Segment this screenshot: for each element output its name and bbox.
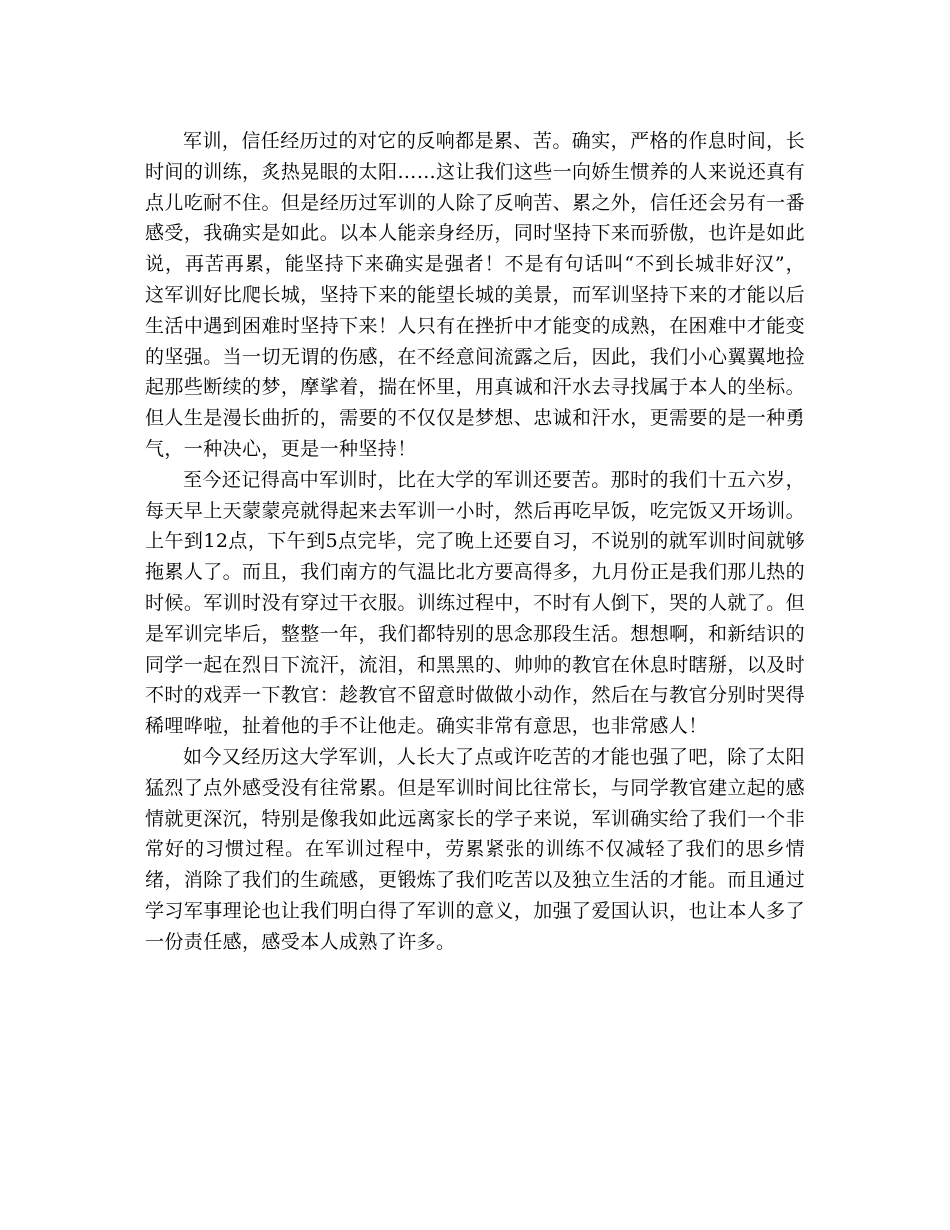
paragraph-3: 如今又经历这大学军训，人长大了点或许吃苦的才能也强了吧，除了太阳猛烈了点外感受没有往常累。但是军训时间比往常长，与同学教官建立起的感情就更深沉，特别是像我如此远离家长的学子来说，军训确实给了我们一个非常好的习惯过程。在军训过程中，劳累紧张的训练不仅减轻了我们的思乡情绪，消除了我们的生疏感，更锻炼了我们吃苦以及独立生活的才能。而且通过学习军事理论也让我们明白得了军训的意义，加强了爱国认识，也让本人多了一份责任感，感受本人成熟了许多。 [145,745,805,953]
paragraph-2: 至今还记得高中军训时，比在大学的军训还要苦。那时的我们十五六岁，每天早上天蒙蒙亮就得起来去军训一小时，然后再吃早饭，吃完饭又开场训。上午到12点，下午到5点完毕，完了晚上还要自习，不说别的就军训时间就够拖累人了。而且，我们南方的气温比北方要高得多，九月份正是我们那儿热的时候。军训时没有穿过干衣服。训练过程中，不时有人倒下，哭的人就了。但是军训完毕后，整整一年，我们都特别的思念那段生活。想想啊，和新结识的同学一起在烈日下流汗，流泪，和黑黑的、帅帅的教官在休息时瞎掰，以及时不时的戏弄一下教官：趁教官不留意时做做小动作，然后在与教官分别时哭得稀哩哗啦，扯着他的手不让他走。确实非常有意思，也非常感人！ [145,468,805,738]
document-page [145,126,805,958]
paragraph-1: 军训，信任经历过的对它的反响都是累、苦。确实，严格的作息时间，长时间的训练，炙热晃眼的太阳……这让我们这些一向娇生惯养的人来说还真有点儿吃耐不住。但是经历过军训的人除了反响苦、累之外，信任还会另有一番感受，我确实是如此。以本人能亲身经历，同时坚持下来而骄傲，也许是如此说，再苦再累，能坚持下来确实是强者！不是有句话叫“不到长城非好汉”，这军训好比爬长城，坚持下来的能望长城的美景，而军训坚持下来的才能以后生活中遇到困难时坚持下来！人只有在挫折中才能变的成熟，在困难中才能变的坚强。当一切无谓的伤感，在不经意间流露之后，因此，我们小心翼翼地捡起那些断续的梦，摩挲着，揣在怀里，用真诚和汗水去寻找属于本人的坐标。但人生是漫长曲折的，需要的不仅仅是梦想、忠诚和汗水，更需要的是一种勇气，一种决心，更是一种坚持！ [145,130,805,460]
